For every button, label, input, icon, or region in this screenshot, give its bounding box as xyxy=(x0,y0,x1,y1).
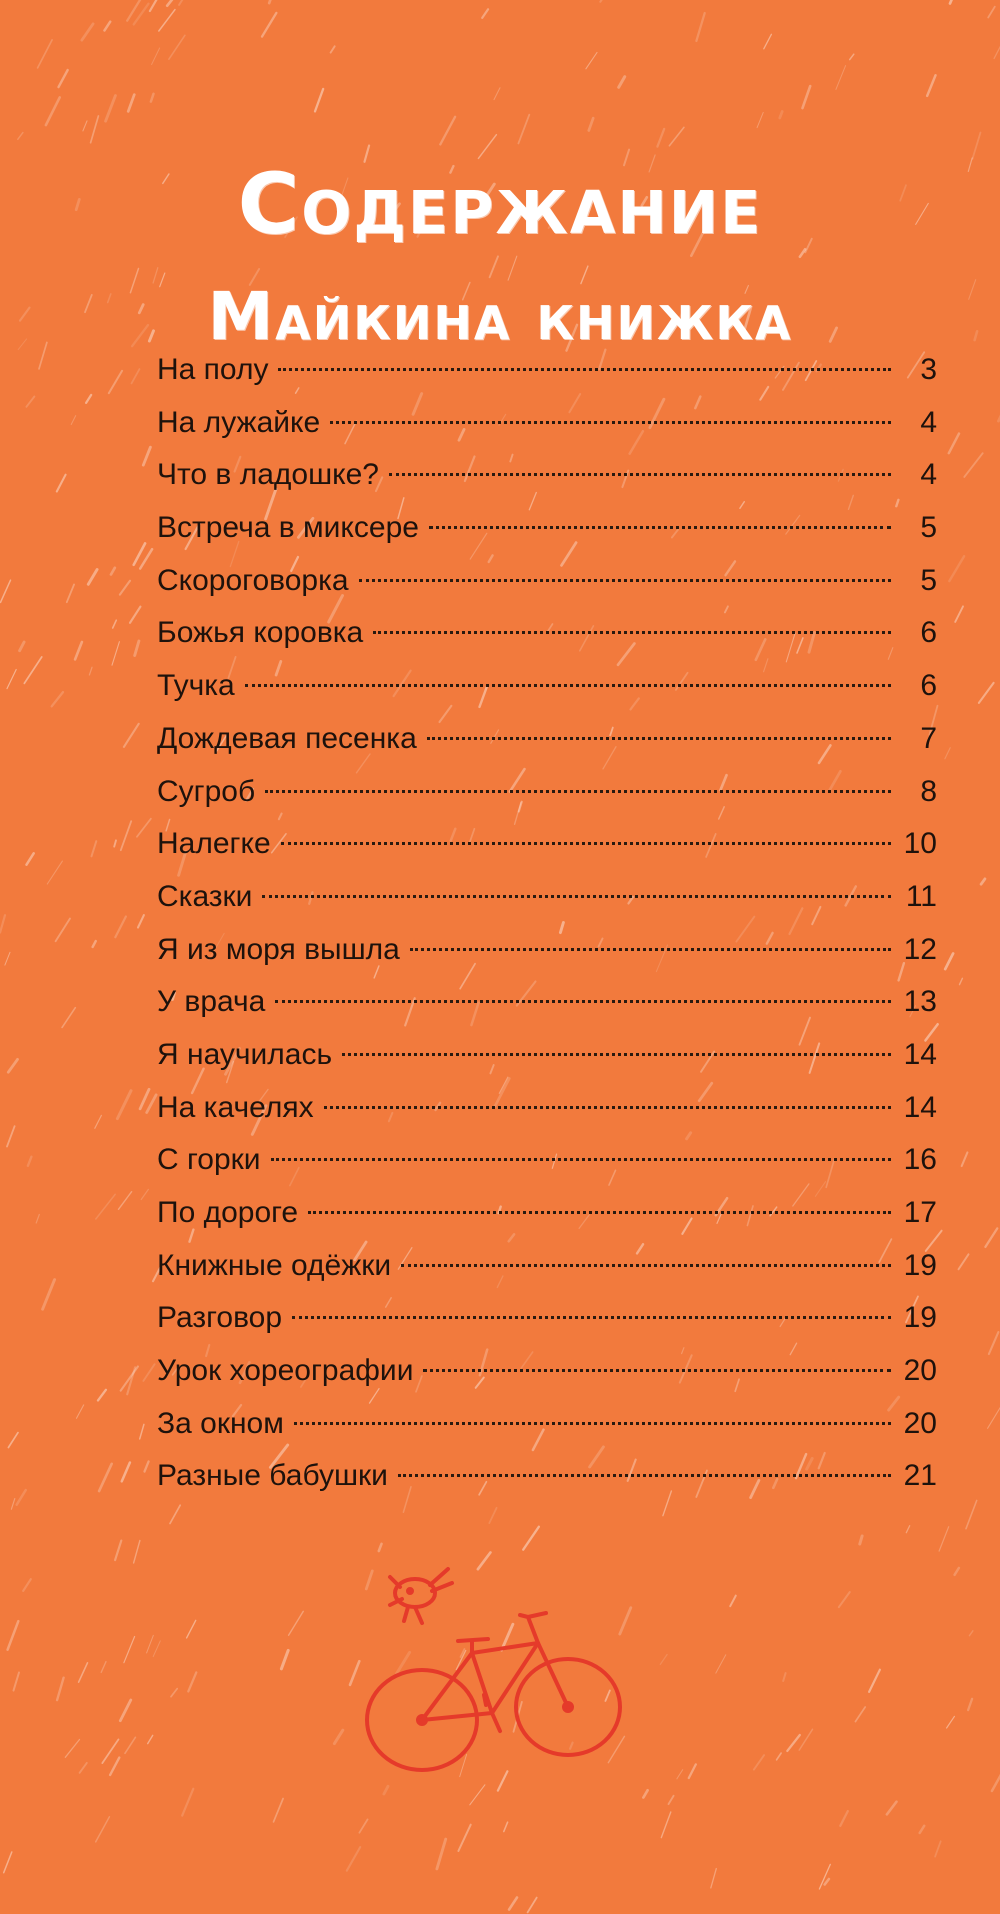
book-title: Майкина книжка xyxy=(207,277,793,355)
texture-streak xyxy=(281,1650,288,1668)
texture-streak xyxy=(315,89,323,112)
toc-entry-title: На качелях xyxy=(157,1090,314,1124)
texture-streak xyxy=(7,1126,15,1146)
toc-entry-page: 20 xyxy=(903,1354,937,1388)
toc-entry-title: Я из моря вышла xyxy=(157,932,400,966)
texture-streak xyxy=(169,35,185,59)
toc-entry[interactable] xyxy=(157,1398,937,1451)
texture-streak xyxy=(130,607,140,623)
texture-streak xyxy=(134,4,149,25)
texture-streak xyxy=(988,7,995,18)
dot-leader xyxy=(281,842,891,845)
texture-streak xyxy=(992,1774,1000,1791)
texture-streak xyxy=(945,954,953,970)
texture-streak xyxy=(145,1461,149,1471)
texture-streak xyxy=(4,1852,12,1873)
texture-streak xyxy=(28,1157,32,1166)
toc-entry[interactable] xyxy=(157,1292,937,1345)
texture-streak xyxy=(102,1739,118,1763)
dot-leader xyxy=(359,579,891,582)
texture-streak xyxy=(819,1864,830,1889)
texture-streak xyxy=(458,1825,470,1851)
texture-streak xyxy=(112,642,119,666)
toc-entry[interactable] xyxy=(157,818,937,871)
texture-streak xyxy=(101,1662,106,1673)
toc-entry[interactable] xyxy=(157,1345,937,1398)
texture-streak xyxy=(38,40,53,68)
texture-streak xyxy=(43,1280,55,1310)
texture-streak xyxy=(143,447,150,465)
texture-streak xyxy=(981,879,985,884)
dot-leader xyxy=(401,1264,891,1267)
toc-entry-page: 16 xyxy=(903,1143,937,1177)
dot-leader xyxy=(262,895,891,898)
texture-streak xyxy=(350,1661,359,1685)
texture-streak xyxy=(669,127,684,145)
texture-streak xyxy=(962,1153,968,1167)
texture-streak xyxy=(988,1403,1000,1428)
texture-streak xyxy=(935,1841,941,1856)
texture-streak xyxy=(269,0,272,3)
toc-entry-page: 5 xyxy=(920,563,937,597)
texture-streak xyxy=(994,34,1000,58)
texture-streak xyxy=(494,88,500,100)
toc-entry-title: Книжные одёжки xyxy=(157,1248,392,1282)
texture-streak xyxy=(77,1405,84,1418)
toc-entry[interactable] xyxy=(157,607,937,660)
texture-streak xyxy=(138,915,144,927)
dot-leader xyxy=(294,1422,891,1425)
texture-streak xyxy=(696,13,704,41)
texture-streak xyxy=(119,1192,132,1210)
toc-entry-title: На лужайке xyxy=(157,405,321,439)
toc-entry-page: 11 xyxy=(905,879,937,913)
texture-streak xyxy=(787,1735,800,1751)
texture-streak xyxy=(528,1898,537,1913)
toc-entry[interactable] xyxy=(157,871,937,924)
dot-leader xyxy=(389,473,891,476)
dot-leader xyxy=(278,368,891,371)
dot-leader xyxy=(265,790,891,793)
texture-streak xyxy=(92,841,97,856)
texture-streak xyxy=(23,1579,31,1591)
texture-streak xyxy=(5,952,10,965)
dot-leader xyxy=(342,1053,891,1056)
toc-entry-page: 13 xyxy=(903,985,937,1019)
texture-streak xyxy=(120,581,130,595)
texture-streak xyxy=(79,1663,88,1682)
texture-streak xyxy=(111,568,115,575)
toc-entry[interactable] xyxy=(157,1240,937,1293)
texture-streak xyxy=(82,24,93,40)
texture-streak xyxy=(95,1115,102,1128)
toc-entry[interactable] xyxy=(157,660,937,713)
toc-entry-title: Сказки xyxy=(157,879,253,913)
toc-entry[interactable] xyxy=(157,1134,937,1187)
texture-streak xyxy=(127,1367,135,1394)
dot-leader xyxy=(292,1316,891,1319)
texture-streak xyxy=(59,70,68,87)
toc-entry[interactable] xyxy=(157,1450,937,1503)
texture-streak xyxy=(968,1699,972,1710)
texture-streak xyxy=(589,118,593,130)
toc-entry-title: Божья коровка xyxy=(157,616,364,650)
toc-entry[interactable] xyxy=(157,1187,937,1240)
texture-streak xyxy=(440,117,455,145)
texture-streak xyxy=(619,77,625,88)
texture-streak xyxy=(96,1817,110,1842)
texture-streak xyxy=(979,683,994,703)
texture-streak xyxy=(677,1770,683,1779)
texture-streak xyxy=(855,1707,865,1722)
texture-streak xyxy=(490,256,498,277)
texture-streak xyxy=(0,915,5,932)
texture-streak xyxy=(482,9,488,18)
texture-streak xyxy=(825,1879,829,1885)
toc-entry-title: Сугроб xyxy=(157,774,256,808)
texture-streak xyxy=(132,369,140,383)
texture-streak xyxy=(56,919,70,942)
texture-streak xyxy=(945,748,950,759)
texture-streak xyxy=(93,941,96,947)
texture-streak xyxy=(24,657,42,684)
toc-entry-title: Дождевая песенка xyxy=(157,721,417,755)
toc-entry-page: 8 xyxy=(920,774,937,808)
texture-streak xyxy=(274,1799,284,1822)
texture-streak xyxy=(966,1501,977,1529)
texture-streak xyxy=(170,1505,180,1523)
texture-streak xyxy=(106,96,116,122)
toc-entry[interactable] xyxy=(157,766,937,819)
texture-streak xyxy=(927,75,935,96)
toc-entry-title: С горки xyxy=(157,1143,261,1177)
texture-streak xyxy=(262,13,276,37)
texture-streak xyxy=(359,1819,367,1832)
dot-leader xyxy=(330,421,891,424)
texture-streak xyxy=(949,556,964,581)
texture-streak xyxy=(331,46,335,52)
texture-streak xyxy=(124,724,139,747)
dot-leader xyxy=(398,1474,891,1477)
texture-streak xyxy=(114,840,116,846)
texture-streak xyxy=(947,1716,955,1728)
texture-streak xyxy=(89,667,92,675)
texture-streak xyxy=(140,549,152,568)
texture-streak xyxy=(14,1673,20,1691)
toc-entry-page: 6 xyxy=(920,669,937,703)
toc-entry[interactable] xyxy=(157,1029,937,1082)
toc-entry[interactable] xyxy=(157,1082,937,1135)
toc-entry-page: 19 xyxy=(903,1248,937,1282)
texture-streak xyxy=(153,1641,160,1657)
texture-streak xyxy=(62,1008,75,1028)
texture-streak xyxy=(121,821,131,850)
texture-streak xyxy=(850,54,854,59)
dot-leader xyxy=(308,1211,891,1214)
texture-streak xyxy=(600,0,606,2)
texture-streak xyxy=(88,570,97,585)
texture-streak xyxy=(80,1763,87,1773)
texture-streak xyxy=(840,1811,848,1826)
texture-streak xyxy=(920,1826,925,1833)
texture-streak xyxy=(99,1464,112,1491)
texture-streak xyxy=(334,1730,342,1743)
texture-streak xyxy=(83,121,87,131)
toc-entry-page: 4 xyxy=(920,458,937,492)
texture-streak xyxy=(159,10,175,31)
texture-streak xyxy=(860,1536,862,1544)
texture-streak xyxy=(147,1095,156,1113)
texture-streak xyxy=(950,0,956,4)
texture-streak xyxy=(20,642,25,651)
texture-streak xyxy=(182,1789,193,1816)
bicycle-icon xyxy=(360,1555,640,1790)
texture-streak xyxy=(379,1544,382,1551)
dot-leader xyxy=(429,526,891,529)
toc-entry-title: Разговор xyxy=(157,1301,283,1335)
toc-entry-title: Скороговорка xyxy=(157,563,349,597)
dot-leader xyxy=(410,948,891,951)
dot-leader xyxy=(324,1106,891,1109)
dot-leader xyxy=(271,1158,891,1161)
texture-streak xyxy=(171,1689,177,1697)
texture-streak xyxy=(11,1499,14,1510)
texture-streak xyxy=(109,371,122,393)
texture-streak xyxy=(985,1228,997,1247)
texture-streak xyxy=(113,620,117,628)
texture-streak xyxy=(117,1091,131,1119)
texture-streak xyxy=(91,116,99,143)
texture-streak xyxy=(836,66,846,90)
texture-streak xyxy=(669,1796,674,1804)
texture-streak xyxy=(86,395,91,403)
texture-streak xyxy=(75,642,82,659)
toc-entry[interactable] xyxy=(157,713,937,766)
texture-streak xyxy=(869,1670,880,1692)
texture-streak xyxy=(959,1254,969,1269)
toc-entry-page: 5 xyxy=(920,511,937,545)
texture-streak xyxy=(955,606,963,622)
texture-streak xyxy=(52,692,63,706)
texture-streak xyxy=(803,86,811,108)
toc-entry-page: 10 xyxy=(903,827,937,861)
texture-streak xyxy=(46,97,60,125)
texture-streak xyxy=(141,1189,148,1199)
texture-streak xyxy=(783,1673,785,1681)
texture-streak xyxy=(989,1332,999,1354)
toc-entry[interactable] xyxy=(157,502,937,555)
dot-leader xyxy=(427,737,891,740)
texture-streak xyxy=(27,853,34,864)
toc-entry-page: 20 xyxy=(903,1406,937,1440)
texture-streak xyxy=(780,112,782,118)
texture-streak xyxy=(518,115,529,144)
texture-streak xyxy=(26,397,34,407)
texture-streak xyxy=(110,1758,119,1775)
texture-streak xyxy=(67,584,74,602)
texture-streak xyxy=(17,1490,26,1505)
texture-streak xyxy=(18,133,23,140)
texture-streak xyxy=(65,1740,79,1758)
toc-entry-title: У врача xyxy=(157,985,266,1019)
texture-streak xyxy=(489,1508,496,1523)
texture-streak xyxy=(71,416,76,425)
texture-streak xyxy=(799,1729,812,1750)
texture-streak xyxy=(128,95,134,112)
texture-streak xyxy=(289,1611,304,1635)
texture-streak xyxy=(148,1735,153,1743)
texture-streak xyxy=(187,1620,196,1638)
texture-streak xyxy=(121,1367,138,1391)
texture-streak xyxy=(7,670,16,689)
toc-entry-page: 3 xyxy=(920,353,937,386)
texture-streak xyxy=(586,53,597,69)
texture-streak xyxy=(1,580,11,602)
texture-streak xyxy=(764,34,772,49)
texture-streak xyxy=(657,129,664,147)
texture-streak xyxy=(125,1737,135,1753)
texture-streak xyxy=(969,1631,973,1636)
texture-streak xyxy=(437,1839,446,1869)
texture-streak xyxy=(347,1847,360,1871)
toc-entry-page: 21 xyxy=(903,1459,937,1493)
texture-streak xyxy=(98,1390,106,1401)
texture-streak xyxy=(523,1527,539,1550)
texture-streak xyxy=(57,475,66,492)
toc-entry-page: 12 xyxy=(903,932,937,966)
texture-streak xyxy=(150,0,159,11)
texture-streak xyxy=(122,1463,130,1482)
toc-entry-page: 14 xyxy=(903,1037,937,1071)
texture-streak xyxy=(115,1541,121,1561)
texture-streak xyxy=(120,1700,131,1721)
texture-streak xyxy=(754,1755,764,1770)
texture-streak xyxy=(151,94,154,102)
toc-entry-title: На полу xyxy=(157,353,269,386)
texture-streak xyxy=(711,1869,717,1888)
texture-streak xyxy=(661,1812,671,1838)
texture-streak xyxy=(757,113,763,128)
toc-entry-title: За окном xyxy=(157,1406,284,1440)
texture-streak xyxy=(143,1364,154,1381)
texture-streak xyxy=(8,1621,19,1650)
toc-entry-title: Разные бабушки xyxy=(157,1459,388,1493)
texture-streak xyxy=(949,434,959,454)
texture-streak xyxy=(643,1790,647,1797)
texture-streak xyxy=(47,861,62,884)
dot-leader xyxy=(275,1000,891,1003)
texture-streak xyxy=(906,1526,909,1533)
texture-streak xyxy=(167,0,184,6)
toc-entry-title: Встреча в миксере xyxy=(157,511,419,545)
toc-entry-title: Я научилась xyxy=(157,1037,333,1071)
texture-streak xyxy=(964,453,982,477)
texture-streak xyxy=(134,1541,140,1564)
texture-streak xyxy=(8,1433,18,1448)
texture-streak xyxy=(115,917,126,938)
toc-entry[interactable] xyxy=(157,976,937,1029)
texture-streak xyxy=(36,1215,39,1224)
toc-entry-page: 7 xyxy=(920,721,937,755)
texture-streak xyxy=(127,0,141,21)
texture-streak xyxy=(660,1655,667,1665)
texture-streak xyxy=(839,1592,850,1607)
texture-streak xyxy=(134,543,145,564)
page-title: Содержание xyxy=(237,155,763,254)
texture-streak xyxy=(777,1753,782,1760)
texture-streak xyxy=(955,1568,959,1575)
texture-streak xyxy=(152,48,160,65)
texture-streak xyxy=(716,1655,726,1673)
texture-streak xyxy=(188,1672,196,1691)
toc-entry-page: 17 xyxy=(903,1196,937,1229)
texture-streak xyxy=(939,1527,949,1551)
toc-entry[interactable] xyxy=(157,924,937,977)
toc-entry-page: 6 xyxy=(920,616,937,650)
texture-streak xyxy=(137,819,151,837)
texture-streak xyxy=(730,1596,736,1607)
table-of-contents xyxy=(157,344,937,1503)
texture-streak xyxy=(179,0,182,5)
toc-entry[interactable] xyxy=(157,397,937,450)
texture-streak xyxy=(57,1678,64,1700)
toc-entry-page: 4 xyxy=(920,405,937,439)
dot-leader xyxy=(423,1369,891,1372)
toc-entry-title: Налегке xyxy=(157,827,271,861)
texture-streak xyxy=(509,1898,517,1910)
texture-streak xyxy=(887,1802,897,1815)
toc-entry-page: 19 xyxy=(903,1301,937,1335)
texture-streak xyxy=(105,22,111,31)
dot-leader xyxy=(373,631,891,634)
texture-streak xyxy=(147,1635,154,1653)
texture-streak xyxy=(689,1764,696,1778)
toc-entry[interactable] xyxy=(157,555,937,608)
toc-entry-title: Урок хореографии xyxy=(157,1354,414,1388)
dot-leader xyxy=(245,684,891,687)
texture-streak xyxy=(140,1424,144,1439)
toc-entry-title: Что в ладошке? xyxy=(157,458,379,492)
toc-entry-title: По дороге xyxy=(157,1196,299,1229)
toc-entry[interactable] xyxy=(157,344,937,397)
texture-streak xyxy=(960,978,963,984)
texture-streak xyxy=(8,1059,17,1072)
texture-streak xyxy=(140,1089,149,1109)
toc-entry-page: 14 xyxy=(903,1090,937,1124)
toc-entry[interactable] xyxy=(157,449,937,502)
texture-streak xyxy=(124,1637,135,1663)
toc-entry-title: Тучка xyxy=(157,669,235,703)
texture-streak xyxy=(504,1822,508,1831)
texture-streak xyxy=(135,641,139,656)
texture-streak xyxy=(96,1194,115,1219)
